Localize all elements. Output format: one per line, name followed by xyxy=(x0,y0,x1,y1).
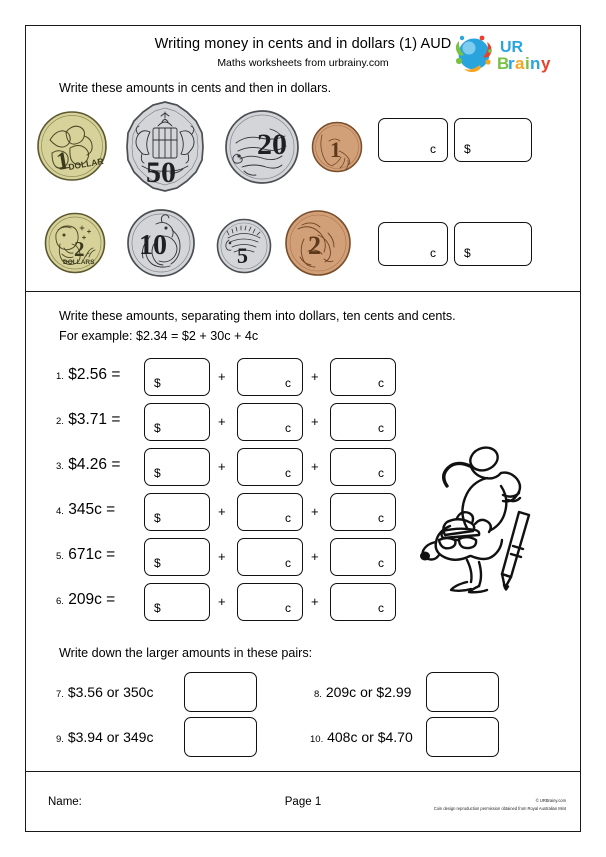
question-amount: 671c = xyxy=(68,546,116,563)
answer-box-dollars-row2[interactable] xyxy=(454,222,532,266)
question-text: $3.56 or 350c xyxy=(67,684,154,700)
question-label-10 xyxy=(310,729,413,745)
plus-sign: + xyxy=(218,504,226,519)
cent-symbol: c xyxy=(285,511,291,525)
answer-box-q6-units[interactable] xyxy=(330,583,396,621)
fifty-cent-coin xyxy=(118,100,212,194)
coin-credit-notice: Coin design reproduction permission obtained from Royal Australian Mint xyxy=(433,806,566,811)
ten-cent-coin xyxy=(126,208,196,278)
section1-instruction: Write these amounts in cents and then in dollars. xyxy=(59,81,332,95)
logo-text-ur: UR xyxy=(500,39,524,56)
plus-sign: + xyxy=(311,594,319,609)
question-number: 2. xyxy=(56,416,64,427)
dollar-symbol: $ xyxy=(154,466,161,480)
cent-symbol: c xyxy=(378,601,384,615)
question-number: 4. xyxy=(56,506,64,517)
plus-sign: + xyxy=(311,459,319,474)
five-cent-coin xyxy=(216,218,272,274)
answer-box-q3-dollars[interactable] xyxy=(144,448,210,486)
dollar-symbol: $ xyxy=(464,142,471,156)
question-amount: 345c = xyxy=(68,501,116,518)
logo-text-brainy: B xyxy=(497,54,510,73)
cent-symbol: c xyxy=(285,421,291,435)
one-cent-coin xyxy=(311,121,363,173)
answer-box-q1-tens[interactable] xyxy=(237,358,303,396)
twenty-cent-coin xyxy=(224,109,300,185)
cent-symbol: c xyxy=(378,421,384,435)
answer-box-q6-tens[interactable] xyxy=(237,583,303,621)
cent-symbol: c xyxy=(378,511,384,525)
two-cent-coin xyxy=(284,209,352,277)
answer-box-q8[interactable] xyxy=(426,672,499,712)
svg-text:5: 5 xyxy=(237,243,248,268)
worksheet-header xyxy=(26,26,580,82)
plus-sign: + xyxy=(311,549,319,564)
cent-symbol: c xyxy=(378,466,384,480)
copyright-notice: © URBrainy.com xyxy=(535,798,566,803)
dollar-symbol: $ xyxy=(154,511,161,525)
dollar-symbol: $ xyxy=(154,376,161,390)
question-label-8 xyxy=(314,684,411,700)
answer-box-q4-units[interactable] xyxy=(330,493,396,531)
question-number: 5. xyxy=(56,551,64,562)
section-divider-1 xyxy=(26,291,580,292)
page-title: Writing money in cents and in dollars (1) AUD xyxy=(154,36,452,52)
svg-text:r: r xyxy=(508,54,515,73)
section-divider-2 xyxy=(26,771,580,772)
answer-box-q1-units[interactable] xyxy=(330,358,396,396)
cent-symbol: c xyxy=(285,556,291,570)
cent-symbol: c xyxy=(430,246,436,260)
plus-sign: + xyxy=(218,549,226,564)
svg-text:n: n xyxy=(530,54,541,73)
svg-text:y: y xyxy=(541,54,551,73)
question-text: 209c or $2.99 xyxy=(325,684,412,700)
dollar-symbol: $ xyxy=(154,421,161,435)
svg-text:i: i xyxy=(525,54,530,73)
plus-sign: + xyxy=(218,459,226,474)
question-number: 10. xyxy=(310,734,324,745)
plus-sign: + xyxy=(218,594,226,609)
page-subtitle: Maths worksheets from urbrainy.com xyxy=(217,57,389,69)
answer-box-q6-dollars[interactable] xyxy=(144,583,210,621)
svg-text:1: 1 xyxy=(330,137,341,162)
question-number: 9. xyxy=(56,734,64,745)
answer-box-dollars-row1[interactable] xyxy=(454,118,532,162)
answer-box-q3-units[interactable] xyxy=(330,448,396,486)
question-number: 6. xyxy=(56,596,64,607)
section3-instruction: Write down the larger amounts in these pairs: xyxy=(59,646,313,660)
dollar-symbol: $ xyxy=(154,601,161,615)
urbrainy-logo xyxy=(450,31,568,77)
answer-box-q4-tens[interactable] xyxy=(237,493,303,531)
question-label-9 xyxy=(56,729,153,745)
answer-box-q5-dollars[interactable] xyxy=(144,538,210,576)
question-number: 7. xyxy=(56,689,64,700)
answer-box-q9[interactable] xyxy=(184,717,257,757)
dollar-symbol: $ xyxy=(154,556,161,570)
question-label-5 xyxy=(56,546,115,564)
question-label-6 xyxy=(56,591,115,609)
answer-box-q1-dollars[interactable] xyxy=(144,358,210,396)
svg-text:DOLLAR: DOLLAR xyxy=(67,155,105,172)
svg-text:20: 20 xyxy=(257,128,287,161)
one-dollar-coin xyxy=(36,110,108,182)
dollar-symbol: $ xyxy=(464,246,471,260)
answer-box-cents-row1[interactable] xyxy=(378,118,448,162)
cent-symbol: c xyxy=(378,376,384,390)
plus-sign: + xyxy=(218,369,226,384)
name-label: Name: xyxy=(48,796,82,808)
cent-symbol: c xyxy=(285,376,291,390)
two-dollar-coin xyxy=(44,212,106,274)
worksheet-page xyxy=(25,25,581,832)
mouse-mascot-illustration xyxy=(409,434,549,594)
answer-box-cents-row2[interactable] xyxy=(378,222,448,266)
svg-text:DOLLARS: DOLLARS xyxy=(63,259,95,266)
section2-instruction-line1: Write these amounts, separating them into dollars, ten cents and cents. xyxy=(59,309,456,323)
question-text: 408c or $4.70 xyxy=(327,729,413,745)
answer-box-q2-units[interactable] xyxy=(330,403,396,441)
cent-symbol: c xyxy=(378,556,384,570)
cent-symbol: c xyxy=(285,466,291,480)
answer-box-q7[interactable] xyxy=(184,672,257,712)
answer-box-q4-dollars[interactable] xyxy=(144,493,210,531)
globe-icon xyxy=(456,36,492,73)
question-label-2 xyxy=(56,411,120,429)
question-amount: $3.71 = xyxy=(68,411,121,428)
question-label-4 xyxy=(56,501,115,519)
question-text: $3.94 or 349c xyxy=(67,729,154,745)
answer-box-q2-tens[interactable] xyxy=(237,403,303,441)
answer-box-q5-units[interactable] xyxy=(330,538,396,576)
question-label-1 xyxy=(56,366,120,384)
svg-text:2: 2 xyxy=(74,237,85,261)
answer-box-q3-tens[interactable] xyxy=(237,448,303,486)
question-label-7 xyxy=(56,684,153,700)
answer-box-q5-tens[interactable] xyxy=(237,538,303,576)
plus-sign: + xyxy=(218,414,226,429)
plus-sign: + xyxy=(311,504,319,519)
cent-symbol: c xyxy=(430,142,436,156)
svg-text:a: a xyxy=(515,54,525,73)
svg-text:2: 2 xyxy=(308,231,321,260)
section2-instruction-line2: For example: $2.34 = $2 + 30c + 4c xyxy=(59,329,259,343)
page-label: Page 1 xyxy=(284,796,322,808)
question-number: 3. xyxy=(56,461,64,472)
question-number: 8. xyxy=(314,689,322,700)
question-label-3 xyxy=(56,456,120,474)
plus-sign: + xyxy=(311,369,319,384)
question-amount: $2.56 = xyxy=(68,366,121,383)
question-number: 1. xyxy=(56,371,64,382)
answer-box-q10[interactable] xyxy=(426,717,499,757)
answer-box-q2-dollars[interactable] xyxy=(144,403,210,441)
question-amount: 209c = xyxy=(68,591,116,608)
cent-symbol: c xyxy=(285,601,291,615)
svg-text:10: 10 xyxy=(139,230,167,261)
question-amount: $4.26 = xyxy=(68,456,121,473)
svg-text:50: 50 xyxy=(146,156,176,189)
svg-text:1: 1 xyxy=(54,147,72,176)
plus-sign: + xyxy=(311,414,319,429)
